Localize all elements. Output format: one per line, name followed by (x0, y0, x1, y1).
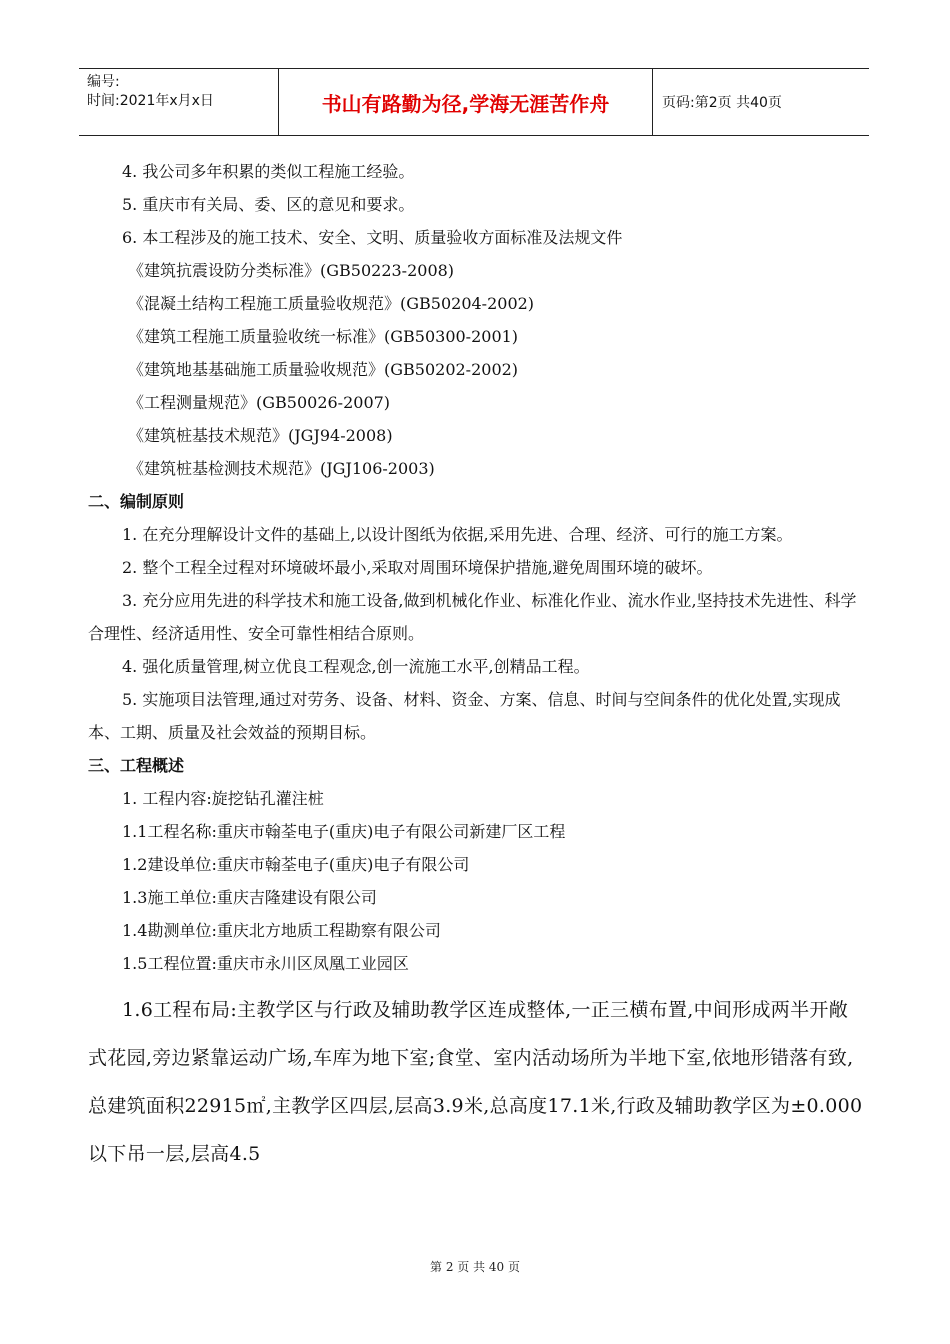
section-heading: 二、编制原则 (88, 492, 185, 511)
overview-item: 1.4勘测单位:重庆北方地质工程勘察有限公司 (122, 921, 441, 940)
header-meta (79, 69, 279, 135)
principle-item: 2. 整个工程全过程对环境破坏最小,采取对周围环境保护措施,避免周围环境的破坏。 (122, 558, 713, 577)
header-motto: 书山有路勤为径,学海无涯苦作舟 (279, 69, 653, 135)
overview-item: 1. 工程内容:旋挖钻孔灌注桩 (122, 789, 324, 808)
principle-item: 4. 强化质量管理,树立优良工程观念,创一流施工水平,创精品工程。 (122, 657, 590, 676)
overview-item: 1.3施工单位:重庆吉隆建设有限公司 (122, 888, 377, 907)
principle-item: 1. 在充分理解设计文件的基础上,以设计图纸为依据,采用先进、合理、经济、可行的施工方案。 (122, 525, 793, 544)
standard-item: 《建筑桩基技术规范》(JGJ94-2008) (128, 426, 393, 445)
list-item: 5. 重庆市有关局、委、区的意见和要求。 (122, 195, 415, 214)
standard-item: 《工程测量规范》(GB50026-2007) (128, 393, 391, 412)
list-item: 4. 我公司多年积累的类似工程施工经验。 (122, 162, 415, 181)
standard-item: 《建筑地基基础施工质量验收规范》(GB50202-2002) (128, 360, 519, 379)
section-heading: 三、工程概述 (88, 756, 185, 775)
principle-item: 3. 充分应用先进的科学技术和施工设备,做到机械化作业、标准化作业、流水作业,坚持技术先进性、科学合理性、经济适用性、安全可靠性相结合原则。 (88, 591, 857, 643)
standard-item: 《混凝土结构工程施工质量验收规范》(GB50204-2002) (128, 294, 535, 313)
standard-item: 《建筑抗震设防分类标准》(GB50223-2008) (128, 261, 455, 280)
list-item: 6. 本工程涉及的施工技术、安全、文明、质量验收方面标准及法规文件 (122, 228, 623, 247)
doc-time-label: 时间:2021年x月x日 (87, 93, 214, 109)
layout-paragraph: 1.6工程布局:主教学区与行政及辅助教学区连成整体,一正三横布置,中间形成两半开敞式花园,旁边紧靠运动广场,车库为地下室;食堂、室内活动场所为半地下室,依地形错落有致,总建筑面积22915㎡,主教学区四层,层高3.9米,总高度17.1米,行政及辅助教学区为±0.000以下吊一层,层高4.5 (88, 999, 863, 1165)
overview-item: 1.2建设单位:重庆市翰荃电子(重庆)电子有限公司 (122, 855, 470, 874)
page-header (79, 68, 869, 136)
page-footer: 第 2 页 共 40 页 (430, 1260, 520, 1274)
standard-item: 《建筑桩基检测技术规范》(JGJ106-2003) (128, 459, 435, 478)
principle-item: 5. 实施项目法管理,通过对劳务、设备、材料、资金、方案、信息、时间与空间条件的优化处置,实现成本、工期、质量及社会效益的预期目标。 (88, 690, 841, 742)
overview-item: 1.5工程位置:重庆市永川区凤凰工业园区 (122, 954, 409, 973)
standard-item: 《建筑工程施工质量验收统一标准》(GB50300-2001) (128, 327, 519, 346)
document-body (88, 155, 863, 1178)
doc-number-label: 编号: (87, 74, 120, 90)
overview-item: 1.1工程名称:重庆市翰荃电子(重庆)电子有限公司新建厂区工程 (122, 822, 566, 841)
header-page-number: 页码:第2页 共40页 (662, 95, 782, 111)
